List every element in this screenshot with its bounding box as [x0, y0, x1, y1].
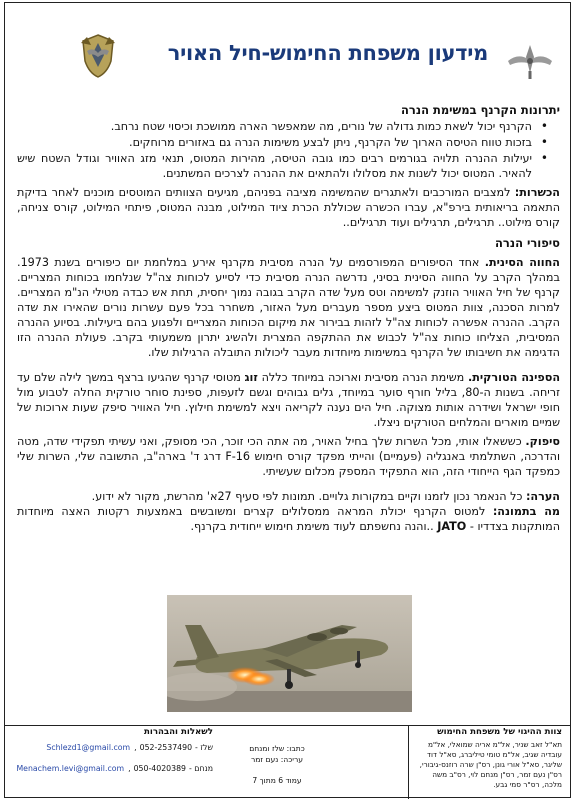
- contact-block: [13, 727, 213, 774]
- story-paragraph: [17, 434, 560, 479]
- contact-phone[interactable]: 050-4020389: [133, 764, 187, 773]
- note-paragraph: [17, 489, 560, 504]
- document-page: [4, 2, 571, 798]
- emphasis-text: JATO: [437, 520, 467, 533]
- contact-name: שלז -: [195, 743, 213, 752]
- contact-separator: ,: [128, 764, 131, 773]
- story-paragraph: [17, 255, 560, 360]
- paragraph-text: למצבים המורכבים ולאתגרים שהמשימה מציבה בפניהם, מגיעים הצוותים המוטסים מוכנים לאחר בדיקת התאמה בריאותית בירפ"א, עברו הכשרה שכוללת הכרת ציוד המילוט, מבנה המטוס, פיתחי המילוט, קורס צניחה, קורס מילוט.. תרגילים, תרגילים ועוד תרגילים..: [17, 186, 560, 229]
- contact-heading: לשאלות והבהרות: [144, 727, 213, 737]
- team-members: תא"ל זאב שניר, אל"מ אריה שמואלי, אל"מ עובדיה שגיב, אל"מ טומי טיליברג, סא"ל דוד שליגר, סא"ל אורי גונן, רס"ן שרה רוזנס-גיבורי, רס"ן נעם זמר, רס"ן מנחם לוי, רס"ב משה מלכה, רס"ר סמי גבע.: [419, 740, 562, 789]
- contact-email-link[interactable]: Schlezd1@gmail.com: [46, 743, 131, 752]
- paragraph-text: כל הנאמר נכון לזמנו וקיים במקורות גלויים. תמונות לפי סעיף 27א' מהרשת, מקור לא ידוע.: [91, 490, 523, 503]
- article-body: [17, 103, 560, 534]
- divider: [408, 725, 409, 799]
- paragraph-text: משימת הנרה מסיבית וארוכה במיוחד כללה: [257, 371, 465, 384]
- paragraph-label: החווה הסינית.: [484, 256, 560, 269]
- story-paragraph: [17, 370, 560, 430]
- paragraph-text: למטוס הקרנף יכולת המראה ממסלולים קצרים ומשובשים באמצעות רקטות האצה מיוחדות המותקנות בצדדיו -: [17, 505, 560, 533]
- aircraft-photo: [167, 595, 412, 712]
- paragraph-label: הערה:: [525, 490, 560, 503]
- emphasis-text: זוג: [244, 371, 258, 384]
- list-item: • יעילות ההנרה תלויה בגורמים רבים כמו גובה הטיסה, מהירות המטוס, תנאי מזג האוויר וגודל השטח שיש להאיר. המטוס יכול לשנות את מסלולו ולהתאים את ההנרה לצרכים המשתנים.: [17, 151, 560, 181]
- contact-separator: ,: [134, 743, 137, 752]
- photo-caption-paragraph: [17, 504, 560, 534]
- paragraph-text: אחד הסיפורים המפורסמים על הנרה מסיבית מקרנף אירע במלחמת יום כיפורים בשנת 1973. במהלך הקרב על החווה הסינית בסיני, נדרשה הנרה מסיבית כדי לסייע לכוחות צה"ל שנלחמו בכוחות המצריים. קרנף של חיל האוויר הוזנק למשימה וטס מעל שדה הקרב בגובה נמוך יחסית, תחת אש כבדה מטילי הנ"מ המצריים. למרות הסכנה, צוות המטוס ביצע מספר מעברים מעל האזור, משחרר בכל פעם עשרות נורים שהאירו את שדה הקרב. ההנרה אפשרה לכוחות צה"ל לזהות בבירור את מיקום הכוחות המצריים ולפגוע בהם ביעילות. בסיוע ההנרה המסיבית, הצליחו כוחות צה"ל לכבוש את ההתקפה המצרית ולהשיג יתרון משמעותי בקרב. פעולת ההנרה הזו הדגימה את חשיבותו של הקרנף במשימות מיוחדות מעבר ליכולות התובלה הרגילות שלו.: [17, 256, 560, 359]
- list-item: • בזכות טווח הטיסה הארוך של הקרנף, ניתן לבצע משימות הנרה גם באזורים מרוחקים.: [17, 135, 560, 150]
- footer-divider: [5, 725, 570, 726]
- training-paragraph: [17, 185, 560, 230]
- paragraph-label: סיפוק.: [525, 435, 560, 448]
- footer: [5, 725, 570, 799]
- team-heading: צוות ההיגוי של משפחת החימוש: [437, 727, 562, 737]
- credits-editor: עריכה: נעם זמר: [250, 755, 303, 764]
- paragraph-text: מטוסי קרנף שהגיעו ברצף במשך לילה שלם עד זריחה. בשנות ה-80, בליל חורף סוער במיוחד, גלים גבוהים וגשם לזעפות, ספינת סוחר טורקית החלה לטבוע מול חופי ישראל ושידרה אותות מצוקה. חיל הים נענה לקריאה ויצא למשימת חילוץ. חיל האוויר סיפק שעות ארוכות של שמיים מוארים והמלחים הטורקים ניצלו.: [17, 371, 560, 429]
- wings-emblem-icon: [506, 39, 554, 83]
- paragraph-text: ..והנה נחשפתם לעוד משימת חימוש ייחודית בקרנף.: [190, 520, 438, 533]
- steering-team: [412, 727, 562, 790]
- section-heading: יתרונות הקרנף במשימת הנרה: [401, 103, 560, 117]
- contact-email-link[interactable]: Menachem.levi@gmail.com: [16, 764, 125, 773]
- page-number: עמוד 6 מתוך 7: [252, 776, 302, 785]
- page-title: מידעון משפחת החימוש-חיל האויר: [167, 41, 488, 65]
- advantages-list: [17, 119, 560, 181]
- contact-name: מנחם -: [189, 764, 213, 773]
- paragraph-label: מה בתמונה:: [492, 505, 560, 518]
- header: [5, 3, 570, 89]
- section-heading: סיפורי הנרה: [495, 236, 560, 250]
- credits-writers: כתבו: שלז ומנחם: [249, 744, 305, 753]
- iaf-emblem-icon: [73, 31, 123, 81]
- list-item: • הקרנף יכול לשאת כמות גדולה של נורים, מה שמאפשר הארה ממושכת וכיסוי שטח נרחב.: [17, 119, 560, 134]
- contact-phone[interactable]: 052-2537490: [139, 743, 193, 752]
- paragraph-text: כששאלו אותי, מכל השרות שלך בחיל האויר, מה אתה הכי זוכר, הכי מסופק, ואני עשיתי תפקידי שדה, מטה והדרכה, השתלמתי באנגליה (פעמיים) והייתי מפקד קורס חימוש F-16 דרג ד' בארה"ב, התשובה שלי, השרות שלי כמפקד הגף הייחודי הזה, הוא התפקיד המספק מכלום שעשיתי.: [17, 435, 560, 478]
- contact-row: [13, 742, 213, 753]
- credits: [217, 743, 337, 786]
- contact-row: [13, 763, 213, 774]
- paragraph-label: הספינה הטורקית.: [467, 371, 561, 384]
- paragraph-label: הכשרות:: [514, 186, 560, 199]
